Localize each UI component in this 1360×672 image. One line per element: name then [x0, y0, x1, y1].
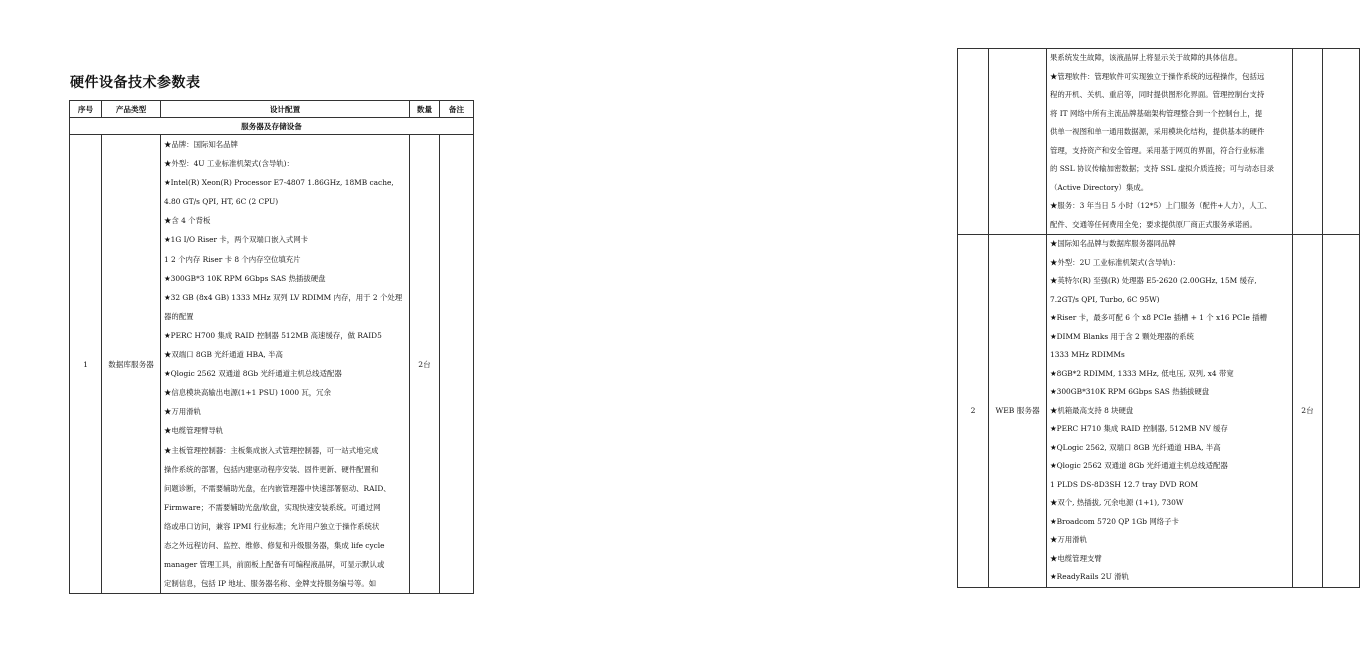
- config-line: 7.2GT/s QPI, Turbo, 6C 95W): [1050, 294, 1160, 304]
- config-line: ★万用滑轨: [164, 407, 201, 417]
- item2-qty: 2台: [1293, 235, 1323, 588]
- cont-config-lines: [1050, 49, 1289, 234]
- cont-type: [989, 49, 1047, 235]
- config-line: ★8GB*2 RDIMM, 1333 MHz, 低电压, 双列, x4 带宽: [1050, 368, 1234, 378]
- config-line: ★国际知名品牌与数据库服务器同品牌: [1050, 239, 1176, 248]
- left-page: [0, 0, 475, 672]
- spec-table-left: [69, 100, 474, 594]
- config-line: ★品牌：国际知名品牌: [164, 140, 238, 149]
- config-line: ★电缆管理支臂: [1050, 553, 1102, 563]
- item1-config-lines: [164, 135, 406, 593]
- config-line: 的 SSL 协议传输加密数据；支持 SSL 虚拟介质连接；可与动态目录: [1050, 164, 1274, 173]
- table-row-item1: [70, 135, 474, 594]
- spec-table-right: [957, 48, 1360, 588]
- item2-config: [1047, 235, 1293, 588]
- cont-config: [1047, 49, 1293, 235]
- cont-remark: [1323, 49, 1360, 235]
- config-line: ★电缆管理臂导轨: [164, 426, 224, 436]
- config-line: ★32 GB (8x4 GB) 1333 MHz 双列 LV RDIMM 内存，用于 2 个处理: [164, 292, 403, 302]
- cont-qty: [1293, 49, 1323, 235]
- config-line: 问题诊断，不需要辅助光盘，在内嵌管理器中快速部署驱动、RAID、: [164, 483, 391, 493]
- config-line: 供单一视图和单一通用数据源，采用模块化结构，提供基本的硬件: [1050, 127, 1265, 136]
- config-line: manager 管理工具，前面板上配备有可编程液晶屏，可显示默认或: [164, 560, 385, 570]
- config-line: ★外型：4U 工业标准机架式(含导轨)：: [164, 159, 294, 169]
- config-line: ★主板管理控制器：主板集成嵌入式管理控制器，可一站式地完成: [164, 445, 379, 455]
- cont-no: [958, 49, 989, 235]
- config-line: 果系统发生故障，该液晶屏上将显示关于故障的具体信息。: [1050, 53, 1243, 62]
- item1-type: 数据库服务器: [102, 135, 161, 594]
- header-remark: 备注: [440, 101, 474, 118]
- config-line: ★双个, 热插拔, 冗余电源 (1+1), 730W: [1050, 498, 1184, 507]
- config-line: ★QLogic 2562, 双端口 8GB 光纤通道 HBA, 半高: [1050, 442, 1221, 452]
- config-line: ★DIMM Blanks 用于含 2 颗处理器的系统: [1050, 331, 1194, 341]
- config-line: 态之外远程访问、监控、维修、修复和升级服务器，集成 life cycle: [164, 540, 385, 550]
- config-line: ★Broadcom 5720 QP 1Gb 网络子卡: [1050, 516, 1179, 526]
- config-line: ★Qlogic 2562 双通道 8Gb 光纤通道主机总线适配器: [1050, 461, 1228, 470]
- config-line: ★ReadyRails 2U 滑轨: [1050, 572, 1129, 581]
- config-line: 将 IT 网络中所有主流品牌基础架构管理整合到一个控制台上，提: [1050, 108, 1263, 118]
- item2-type: WEB 服务器: [989, 235, 1047, 588]
- config-line: ★PERC H700 集成 RAID 控制器 512MB 高速缓存，做 RAID5: [164, 330, 382, 340]
- table-row-continued: [958, 49, 1360, 235]
- config-line: ★服务：3 年当日 5 小时（12*5）上门服务（配件+人力），人工、: [1050, 201, 1272, 210]
- config-line: 1333 MHz RDIMMs: [1050, 350, 1125, 359]
- right-page: [475, 0, 1314, 672]
- config-line: ★Riser 卡，最多可配 6 个 x8 PCIe 插槽 + 1 个 x16 PCIe 插槽: [1050, 313, 1268, 322]
- header-type: 产品类型: [102, 101, 161, 118]
- header-config: 设计配置: [161, 101, 410, 118]
- item1-no: 1: [70, 135, 102, 594]
- config-line: ★1G I/O Riser 卡，两个双端口嵌入式网卡: [164, 235, 309, 245]
- item1-config: [161, 135, 410, 594]
- config-line: ★Qlogic 2562 双通道 8Gb 光纤通道主机总线适配器: [164, 369, 342, 379]
- config-line: 1 PLDS DS-8D3SH 12.7 tray DVD ROM: [1050, 479, 1199, 489]
- config-line: ★万用滑轨: [1050, 535, 1087, 544]
- config-line: 1 2 个内存 Riser 卡 8 个内存空位填充片: [164, 254, 301, 264]
- item1-remark: [440, 135, 474, 594]
- config-line: ★管理软件：管理软件可实现独立于操作系统的远程操作，包括远: [1050, 71, 1265, 81]
- config-line: 络或串口访问，兼容 IPMI 行业标准；允许用户独立于操作系统状: [164, 521, 380, 531]
- config-line: 操作系统的部署，包括内建驱动程序安装、固件更新、硬件配置和: [164, 464, 379, 474]
- config-line: ★含 4 个背板: [164, 216, 211, 226]
- item2-no: 2: [958, 235, 989, 588]
- config-line: ★机箱最高支持 8 块硬盘: [1050, 405, 1134, 415]
- item1-qty: 2台: [410, 135, 440, 594]
- header-qty: 数量: [410, 101, 440, 118]
- config-line: ★Intel(R) Xeon(R) Processor E7-4807 1.86GHz, 18MB cache,: [164, 178, 394, 188]
- config-line: Firmware；不需要辅助光盘/软盘，实现快速安装系统。可通过网: [164, 502, 381, 512]
- config-line: 程的开机、关机、重启等，同时提供图形化界面。管理控制台支持: [1050, 90, 1265, 99]
- section-row: [70, 118, 474, 135]
- item2-config-lines: [1050, 235, 1289, 587]
- config-line: ★英特尔(R) 至强(R) 处理器 E5-2620 (2.00GHz, 15M 缓存,: [1050, 276, 1257, 285]
- header-no: 序号: [70, 101, 102, 118]
- item2-remark: [1323, 235, 1360, 588]
- config-line: ★信息模块高输出电源(1+1 PSU) 1000 瓦，冗余: [164, 388, 331, 398]
- config-line: 4.80 GT/s QPI, HT, 6C (2 CPU): [164, 197, 279, 207]
- config-line: ★双端口 8GB 光纤通道 HBA, 半高: [164, 350, 283, 360]
- config-line: （Active Directory）集成。: [1050, 182, 1149, 192]
- config-line: ★PERC H710 集成 RAID 控制器, 512MB NV 缓存: [1050, 424, 1228, 433]
- config-line: ★外型：2U 工业标准机架式(含导轨)：: [1050, 257, 1180, 267]
- config-line: 器的配置: [164, 311, 194, 321]
- document-title: 硬件设备技术参数表: [70, 75, 201, 91]
- table-header-row: [70, 101, 474, 118]
- config-line: 管理，支持资产和安全管理。采用基于网页的界面，符合行业标准: [1050, 145, 1265, 155]
- config-line: 定制信息，包括 IP 地址、服务器名称、金牌支持服务编号等。如: [164, 579, 377, 589]
- config-line: ★300GB*3 10K RPM 6Gbps SAS 热插拔硬盘: [164, 273, 326, 283]
- config-line: 配件、交通等任何费用全免；要求提供原厂商正式服务承诺函。: [1050, 219, 1257, 229]
- section-title: 服务器及存储设备: [70, 118, 474, 135]
- table-row-item2: [958, 235, 1360, 588]
- config-line: ★300GB*310K RPM 6Gbps SAS 热插拔硬盘: [1050, 387, 1210, 396]
